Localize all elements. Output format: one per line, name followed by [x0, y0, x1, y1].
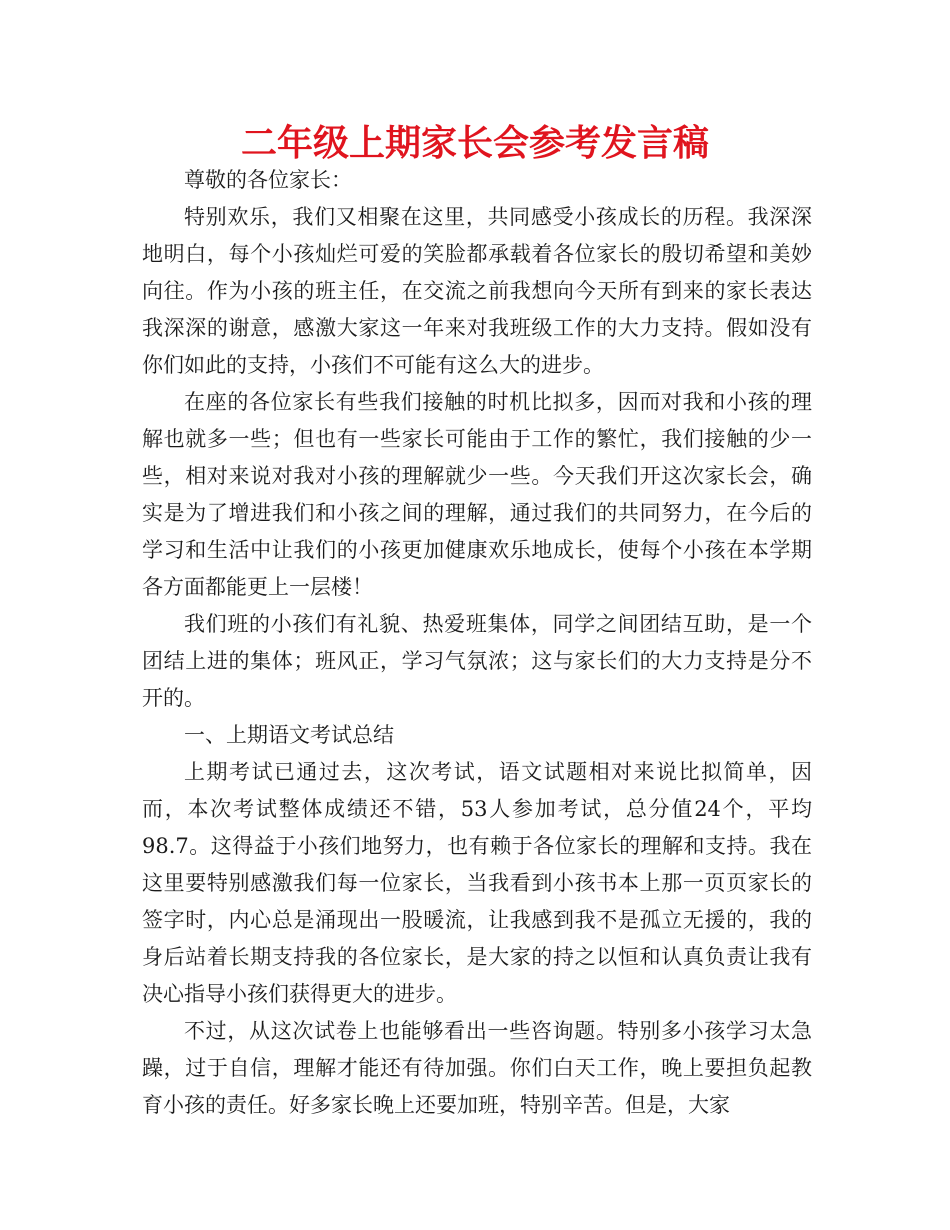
document-body — [142, 162, 812, 1124]
paragraph-class-description: 我们班的小孩们有礼貌、热爱班集体，同学之间团结互助，是一个团结上进的集体；班风正，学习气氛浓；这与家长们的大力支持是分不开的。 — [142, 612, 812, 710]
paragraph-opening-thanks: 特别欢乐，我们又相聚在这里，共同感受小孩成长的历程。我深深地明白，每个小孩灿烂可爱的笑脸都承载着各位家长的殷切希望和美妙向往。作为小孩的班主任，在交流之前我想向今天所有到来的家长表达我深深的谢意，感激大家这一年来对我班级工作的大力支持。假如没有你们如此的支持，小孩们不可能有这么大的进步。 — [142, 205, 812, 377]
paragraph-exam-results: 上期考试已通过去，这次考试，语文试题相对来说比拟简单，因而，本次考试整体成绩还不错，53人参加考试，总分值24个，平均98.7。这得益于小孩们地努力，也有赖于各位家长的理解和支持。我在这里要特别感激我们每一位家长，当我看到小孩书本上那一页页家长的签字时，内心总是涌现出一股暖流，让我感到我不是孤立无援的，我的身后站着长期支持我的各位家长，是大家的持之以恒和认真负责让我有决心指导小孩们获得更大的进步。 — [142, 760, 812, 1006]
paragraph-issues: 不过，从这次试卷上也能够看出一些咨询题。特别多小孩学习太急躁，过于自信，理解才能还有待加强。你们白天工作，晚上要担负起教育小孩的责任。好多家长晚上还要加班，特别辛苦。但是，大家 — [142, 1019, 812, 1117]
document-title: 二年级上期家长会参考发言稿 — [240, 123, 709, 164]
section-heading-exam-summary: 一、上期语文考试总结 — [184, 723, 394, 747]
paragraph-purpose: 在座的各位家长有些我们接触的时机比拟多，因而对我和小孩的理解也就多一些；但也有一些家长可能由于工作的繁忙，我们接触的少一些，相对来说对我对小孩的理解就少一些。今天我们开这次家长会，确实是为了增进我们和小孩之间的理解，通过我们的共同努力，在今后的学习和生活中让我们的小孩更加健康欢乐地成长，使每个小孩在本学期各方面都能更上一层楼！ — [142, 390, 812, 599]
salutation: 尊敬的各位家长： — [184, 168, 352, 192]
